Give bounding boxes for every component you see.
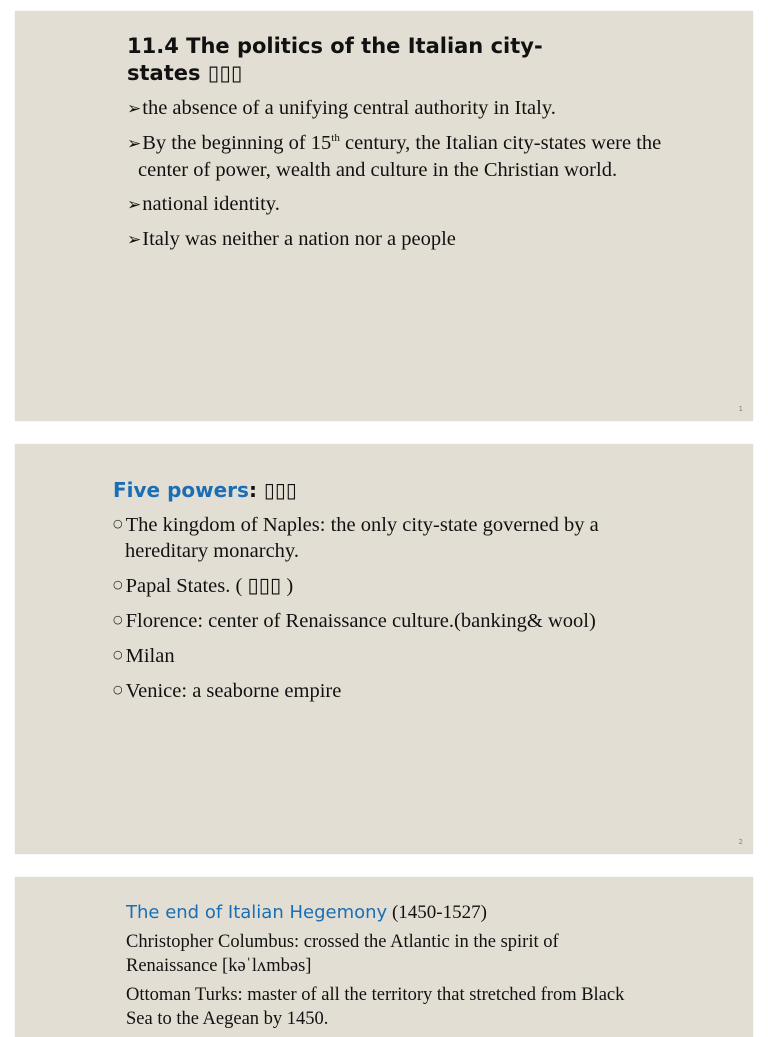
circle-bullet-icon: ○ [113,613,123,626]
list-item: ○ Milan [113,645,175,667]
list-item: ➢By the beginning of 15th century, the Italian city-states were the center of power, wealth and culture in the Christian world. [127,132,662,181]
arrow-bullet-icon: ➢ [127,195,142,215]
slide-title: 11.4 The politics of the Italian city-states ▯▯▯ [127,34,543,85]
list-item: ○ Papal States. ( ▯▯▯ ) [113,575,294,597]
arrow-bullet-icon: ➢ [127,99,142,119]
list-item: ➢Italy was neither a nation nor a people [127,228,456,250]
circle-bullet-icon: ○ [113,517,123,530]
circle-bullet-icon: ○ [113,683,123,696]
list-item: ➢the absence of a unifying central authority in Italy. [127,97,556,119]
bullet-list [113,511,673,712]
arrow-bullet-icon: ➢ [127,230,142,250]
arrow-bullet-icon: ➢ [127,134,142,154]
list-item: ➢national identity. [127,193,280,215]
page-number: 2 [738,838,743,846]
circle-bullet-icon: ○ [113,578,123,591]
circle-bullet-icon: ○ [113,648,123,661]
slide-subtitle: Five powers: ▯▯▯ [113,478,297,502]
list-item: ○ Venice: a seaborne empire [113,680,342,702]
paragraph: Christopher Columbus: crossed the Atlantic in the spirit of Renaissance [kəˈlʌmbəs] [126,932,559,976]
paragraph: Ottoman Turks: master of all the territory that stretched from Black Sea to the Aegean by 1450. [126,985,625,1029]
slide-1 [15,11,753,421]
slide-3 [15,877,753,1037]
bullet-list [127,95,667,261]
slide-heading: The end of Italian Hegemony (1450-1527) [126,902,487,923]
slide-2 [15,444,753,854]
page-number: 1 [738,405,743,413]
list-item: ○ Florence: center of Renaissance culture.(banking& wool) [113,610,596,632]
list-item: ○ The kingdom of Naples: the only city-state governed by a hereditary monarchy. [113,514,599,562]
